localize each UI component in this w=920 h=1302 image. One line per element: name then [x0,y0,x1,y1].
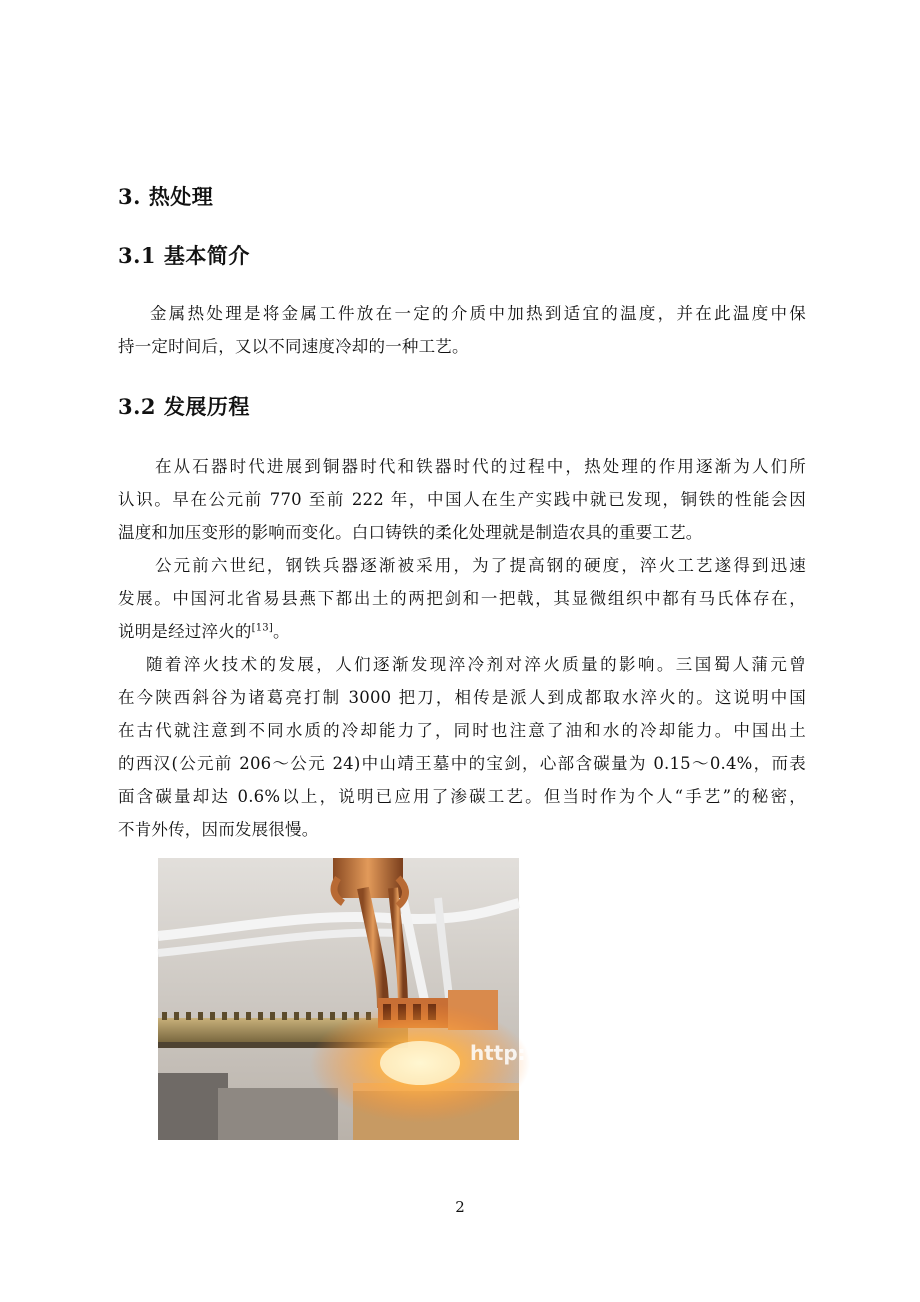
history-paragraph-1 [118,450,806,549]
page-number: 2 [455,1198,465,1216]
paragraph-line: 面含碳量却达 0.6%以上，说明已应用了渗碳工艺。但当时作为个人“手艺”的秘密， [118,787,806,806]
paragraph-line: 在从石器时代进展到铜器时代和铁器时代的过程中，热处理的作用逐渐为人们所 [155,457,806,476]
paragraph-line: 不肯外传，因而发展很慢。 [118,820,319,839]
paragraph-text: 说明是经过淬火的 [118,622,252,641]
paragraph-line: 温度和加压变形的影响而变化。白口铸铁的柔化处理就是制造农具的重要工艺。 [118,523,703,542]
history-paragraph-3 [118,648,806,846]
paragraph-line: 发展。中国河北省易县燕下都出土的两把剑和一把戟，其显微组织中都有马氏体存在， [118,589,806,608]
paragraph-line: 在古代就注意到不同水质的冷却能力了，同时也注意了油和水的冷却能力。中国出土 [118,721,806,740]
induction-quenching-photo [158,858,526,1140]
paragraph-line: 金属热处理是将金属工件放在一定的介质中加热到适宜的温度，并在此温度中保 [150,304,806,323]
paragraph-line: 在今陕西斜谷为诸葛亮打制 3000 把刀，相传是派人到成都取水淬火的。这说明中国 [118,688,806,707]
paragraph-line: 的西汉(公元前 206～公元 24)中山靖王墓中的宝剑，心部含碳量为 0.15～0.4%，而表 [118,754,806,773]
paragraph-line: 持一定时间后，又以不同速度冷却的一种工艺。 [118,337,469,356]
paragraph-line: 公元前六世纪，钢铁兵器逐渐被采用，为了提高钢的硬度，淬火工艺遂得到迅速 [155,556,806,575]
section-3-1-title: 3.1 基本简介 [118,243,250,268]
photo-watermark: http: [470,1041,526,1065]
photo-illustration [158,858,526,1140]
section-3-title: 3. 热处理 [118,184,214,209]
paragraph-line: 认识。早在公元前 770 至前 222 年，中国人在生产实践中就已发现，铜铁的性能会因 [118,490,806,509]
paragraph-line: 随着淬火技术的发展，人们逐渐发现淬冷剂对淬火质量的影响。三国蜀人蒲元曾 [146,655,806,674]
history-paragraph-2 [118,549,806,648]
paragraph-text: 。 [272,622,290,641]
paragraph-line [118,615,806,648]
section-3-2-title: 3.2 发展历程 [118,394,250,419]
citation-reference: [13] [251,622,273,634]
section-3-1-paragraph [118,297,806,363]
